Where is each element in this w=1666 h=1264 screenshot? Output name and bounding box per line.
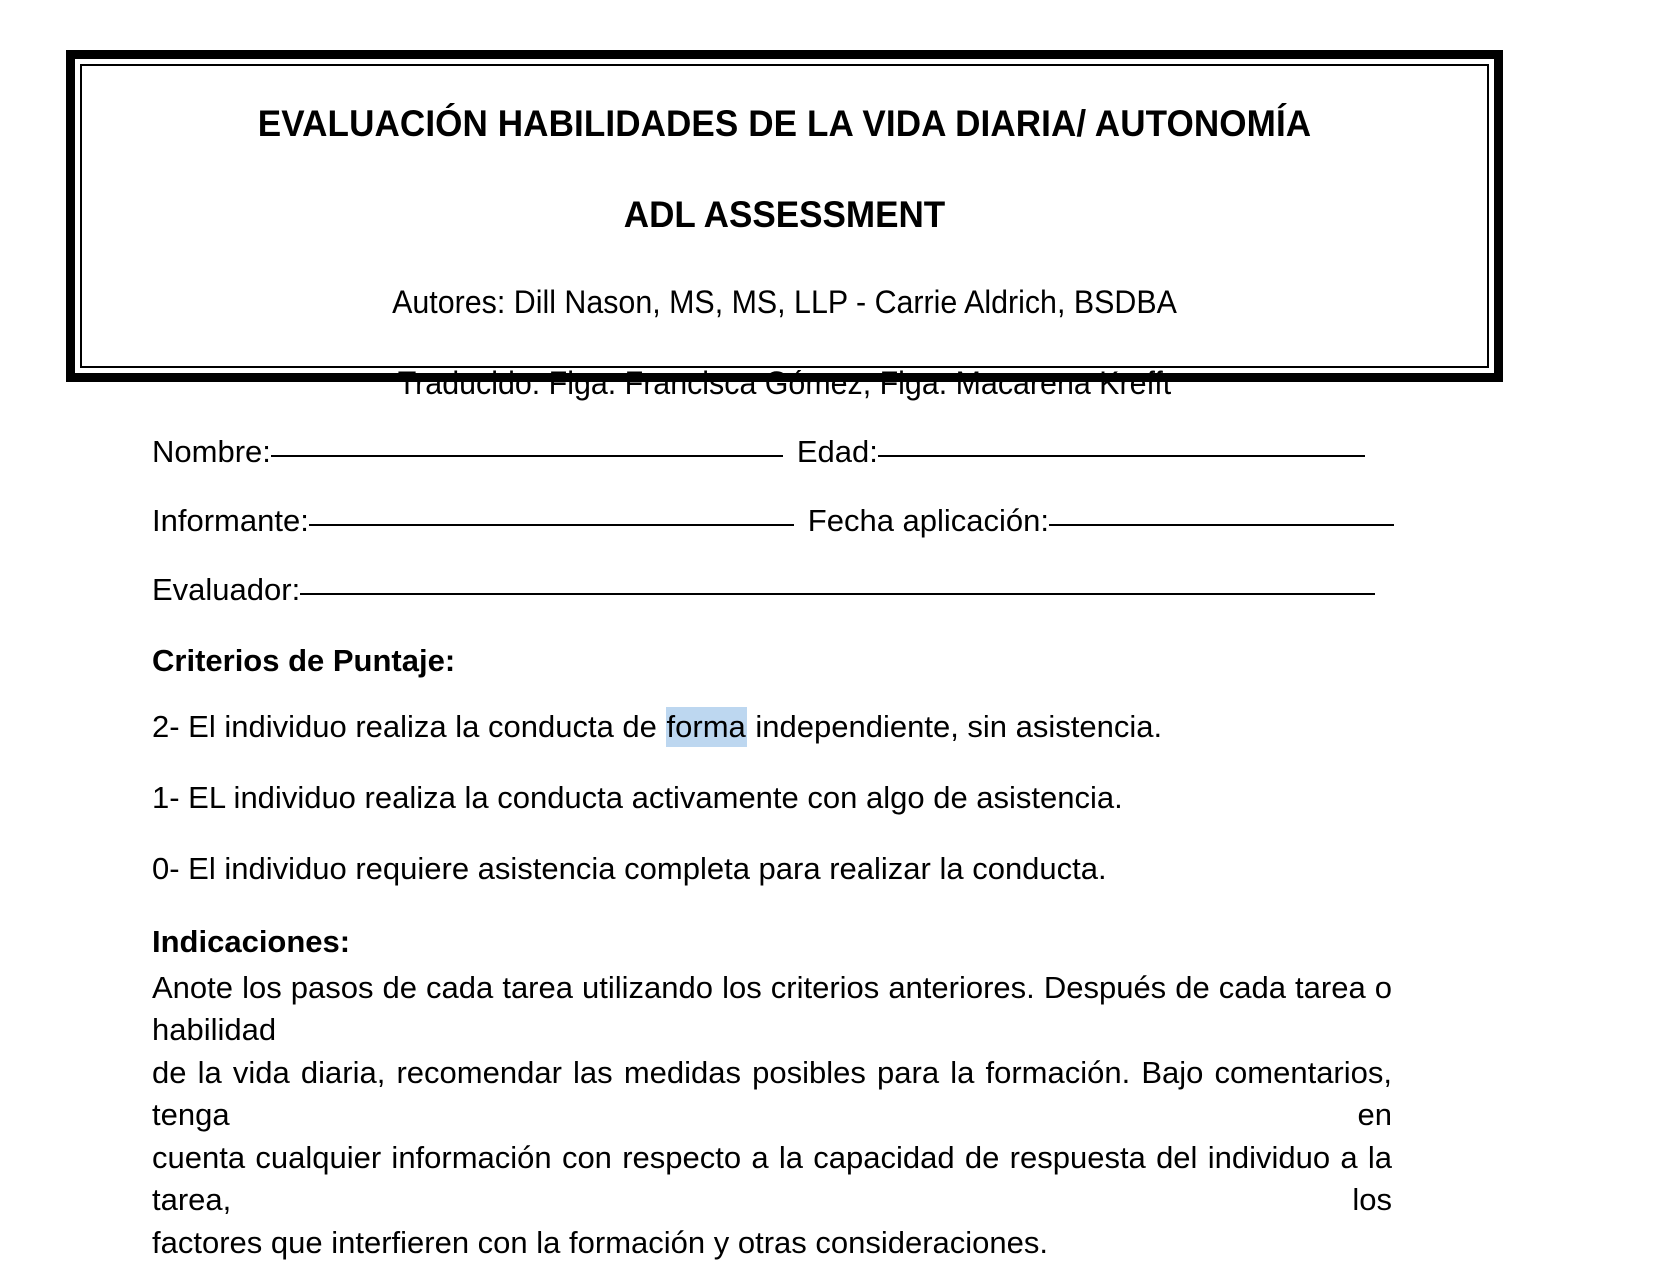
instructions-line-1: Anote los pasos de cada tarea utilizando los criterios anteriores. Después de cada tarea o habilidad bbox=[152, 970, 1392, 1048]
field-label-evaluador: Evaluador: bbox=[152, 572, 301, 607]
field-label-informante: Informante: bbox=[152, 503, 309, 538]
criteria-heading: Criterios de Puntaje: bbox=[152, 643, 456, 678]
form-row-evaluator bbox=[152, 574, 1394, 605]
instructions-paragraph bbox=[152, 967, 1392, 1264]
field-input-informante[interactable] bbox=[309, 524, 794, 526]
authors-line: Autores: Dill Nason, MS, MS, LLP - Carrie Aldrich, BSDBA bbox=[392, 284, 1177, 320]
field-input-nombre[interactable] bbox=[271, 455, 783, 457]
criterion-2-text-before: 2- El individuo realiza la conducta de bbox=[152, 709, 666, 744]
criterion-2-highlighted-word[interactable]: forma bbox=[666, 707, 747, 747]
form-row-name-age bbox=[152, 436, 1394, 467]
translators-line: Traducido: Flga. Francisca Gómez, Flga. Macarena Krefft bbox=[397, 365, 1172, 401]
criterion-item-1: 1- EL individuo realiza la conducta activamente con algo de asistencia. bbox=[152, 780, 1123, 815]
criterion-item-0: 0- El individuo requiere asistencia completa para realizar la conducta. bbox=[152, 851, 1107, 886]
instructions-line-2: de la vida diaria, recomendar las medidas posibles para la formación. Bajo comentarios, tenga en bbox=[152, 1054, 1392, 1133]
field-input-evaluador[interactable] bbox=[300, 593, 1375, 595]
form-row-informant-date bbox=[152, 505, 1394, 536]
field-label-nombre: Nombre: bbox=[152, 434, 271, 469]
instructions-line-4: factores que interfieren con la formación y otras consideraciones. bbox=[152, 1224, 1049, 1260]
criterion-2-text-after: independiente, sin asistencia. bbox=[746, 709, 1163, 744]
header-frame-inner bbox=[80, 64, 1489, 401]
field-label-fecha-aplicacion: Fecha aplicación: bbox=[807, 503, 1050, 538]
document-title: EVALUACIÓN HABILIDADES DE LA VIDA DIARIA/ AUTONOMÍA bbox=[257, 102, 1312, 144]
header-frame bbox=[66, 50, 1503, 401]
instructions-line-3: cuenta cualquier información con respecto a la capacidad de respuesta del individuo a la tarea, los bbox=[152, 1139, 1392, 1218]
document-body bbox=[152, 436, 1394, 1264]
field-input-edad[interactable] bbox=[878, 455, 1365, 457]
criterion-item-2 bbox=[152, 711, 1394, 742]
instructions-heading: Indicaciones: bbox=[152, 924, 351, 959]
field-label-edad: Edad: bbox=[796, 434, 878, 469]
field-input-fecha-aplicacion[interactable] bbox=[1049, 524, 1394, 526]
document-subtitle: ADL ASSESSMENT bbox=[623, 193, 946, 235]
